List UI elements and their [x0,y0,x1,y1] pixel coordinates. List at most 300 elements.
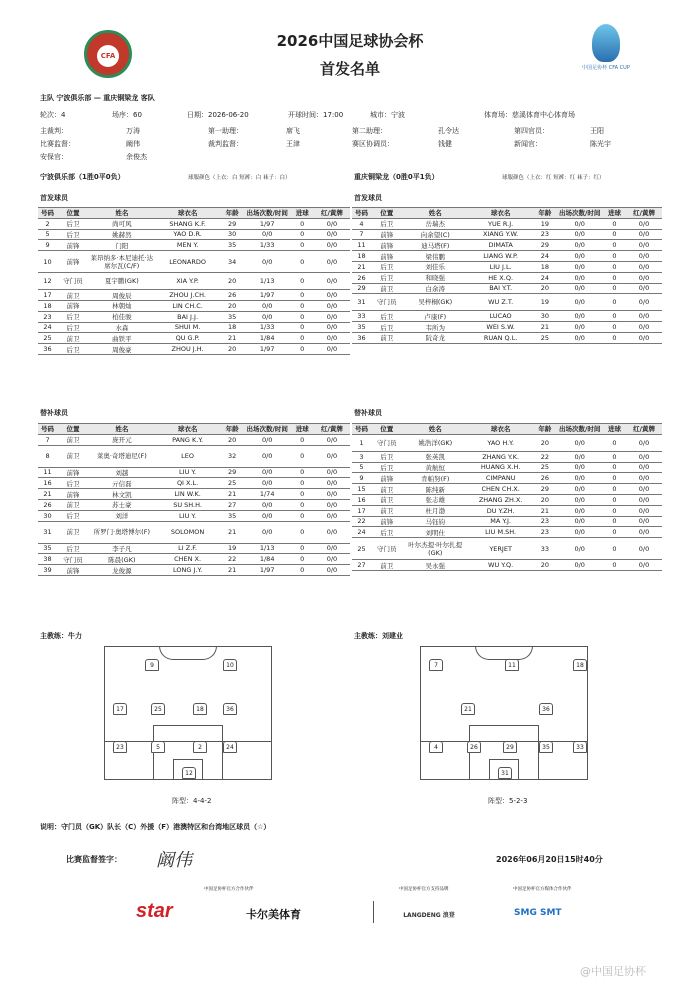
table-cell: 0 [291,344,314,355]
column-header: 红/黄牌 [626,424,662,435]
table-cell: 后卫 [371,527,403,538]
table-cell: 0 [603,240,626,251]
table-cell: 0 [291,445,314,467]
table-cell: 0 [291,521,314,543]
cup-logo-text: 中国足协杯 CFA CUP [582,65,630,71]
table-cell: 0 [603,311,626,322]
table-cell: 前锋 [371,229,403,240]
column-header: 位置 [371,424,403,435]
table-cell: 24 [352,527,371,538]
column-header: 红/黄牌 [314,424,350,435]
press: 陈光宇 [590,140,611,148]
table-cell: 0/0 [314,543,350,554]
table-row [352,560,662,571]
home-starters-label: 首发球员 [40,194,68,202]
table-cell: 35 [220,311,243,322]
table-cell: 7 [352,229,371,240]
table-cell: YERJET [468,538,533,560]
table-cell: 0/0 [626,473,662,484]
table-cell: 0/0 [557,527,603,538]
table-row [352,538,662,560]
table-cell: 0/0 [314,445,350,467]
table-cell: 1/84 [244,554,291,565]
table-cell: 0 [603,283,626,294]
table-cell: 0 [291,322,314,333]
table-cell: SOLOMON [155,521,221,543]
table-row [38,445,350,467]
table-cell: 34 [220,251,243,273]
table-cell: 23 [38,311,57,322]
table-row [38,467,350,478]
table-cell: 0/0 [557,494,603,505]
table-cell: 25 [220,478,243,489]
table-cell: 29 [220,218,243,229]
column-header: 号码 [352,208,371,219]
table-cell: 1/13 [244,273,291,290]
table-row [38,554,350,565]
table-row [38,251,350,273]
table-cell: 向余望(C) [403,229,468,240]
table-row [38,489,350,500]
column-header: 号码 [38,208,57,219]
table-cell: 15 [352,484,371,495]
column-header: 号码 [352,424,371,435]
player-shirt-icon: 33 [573,741,587,753]
round: 轮次：4 [40,111,66,119]
table-cell: 前卫 [57,445,89,467]
table-cell: 30 [38,510,57,521]
table-cell: 26 [220,290,243,301]
table-cell: 0/0 [244,251,291,273]
table-cell: 守门员 [371,294,403,311]
table-cell: 9 [38,240,57,251]
table-cell: 0/0 [314,510,350,521]
player-shirt-icon: 4 [429,741,443,753]
table-cell: 曲铁平 [89,333,155,344]
table-cell: 0/0 [244,467,291,478]
player-shirt-icon: 31 [498,767,512,779]
table-cell: 后卫 [371,218,403,229]
table-cell: WU Y.Q. [468,560,533,571]
table-cell: 后卫 [371,311,403,322]
table-cell: 35 [352,322,371,333]
table-cell: 后卫 [371,261,403,272]
table-cell: 卢康(F) [403,311,468,322]
table-cell: 17 [38,290,57,301]
column-header: 出场次数/时间 [244,424,291,435]
player-shirt-icon: 23 [113,741,127,753]
table-cell: 前锋 [371,240,403,251]
column-header: 姓名 [403,424,468,435]
table-cell: LIU Y. [155,467,221,478]
table-cell: 0/0 [244,510,291,521]
table-cell: 0 [291,229,314,240]
table-cell: 1/97 [244,344,291,355]
table-row [38,478,350,489]
table-cell: 20 [533,560,556,571]
away-coach: 主教练：刘建业 [354,632,403,640]
table-cell: 0/0 [314,311,350,322]
home-coach: 主教练：牛力 [40,632,82,640]
table-cell: 32 [220,445,243,467]
table-cell: 24 [533,251,556,262]
stadium: 体育场：慈溪体育中心体育场 [484,111,575,119]
table-row [352,451,662,462]
table-cell: 24 [38,322,57,333]
table-cell: SHANG K.F. [155,218,221,229]
table-cell: 梁伟鹏 [403,251,468,262]
table-cell: 16 [38,478,57,489]
table-cell: 0/0 [557,516,603,527]
table-cell: LONG J.Y. [155,565,221,576]
away-team-name: 重庆铜梁龙（0胜0平1负） [354,173,439,181]
table-cell: 30 [533,311,556,322]
table-cell: 岳瑞杰 [403,218,468,229]
column-header: 出场次数/时间 [557,424,603,435]
table-cell: 所罗门·奥塔博尔(F) [89,521,155,543]
table-cell: 莱奥·奇塔迪尼(F) [89,445,155,467]
table-cell: RUAN Q.L. [468,332,533,343]
table-cell: 前锋 [371,251,403,262]
column-header: 年龄 [220,208,243,219]
away-formation: 阵型：5-2-3 [488,797,528,805]
table-row [38,218,350,229]
table-cell: ZHOU J.H. [155,344,221,355]
home-team-name: 宁波俱乐部（1胜0平0负） [40,173,125,181]
table-cell: ZHANG ZH.X. [468,494,533,505]
table-cell: 0/0 [626,494,662,505]
column-header: 姓名 [403,208,468,219]
table-cell: 前锋 [57,489,89,500]
table-cell: 0/0 [557,283,603,294]
table-cell: 0/0 [314,229,350,240]
table-cell: SHUI M. [155,322,221,333]
table-cell: 姚浩洋(GK) [403,434,468,451]
table-cell: LIU J.L. [468,261,533,272]
player-shirt-icon: 36 [539,703,553,715]
table-cell: LIN CH.C. [155,300,221,311]
player-shirt-icon: 24 [223,741,237,753]
column-header: 进球 [291,208,314,219]
table-cell: 前卫 [57,290,89,301]
table-cell: 0/0 [557,473,603,484]
player-shirt-icon: 18 [193,703,207,715]
column-header: 号码 [38,424,57,435]
table-cell: 后卫 [57,322,89,333]
table-cell: 29 [533,484,556,495]
table-cell: 0/0 [626,505,662,516]
table-cell: 0/0 [314,322,350,333]
table-cell: 36 [352,332,371,343]
table-cell: 20 [220,300,243,311]
table-cell: 0 [291,300,314,311]
table-cell: 19 [220,543,243,554]
table-cell: 吴永强 [403,560,468,571]
table-cell: 35 [38,543,57,554]
table-cell: 0/0 [244,478,291,489]
table-cell: SU SH.H. [155,499,221,510]
security: 余俊杰 [126,153,147,161]
table-cell: 0/0 [626,527,662,538]
table-cell: MEN Y. [155,240,221,251]
table-cell: 25 [352,538,371,560]
table-cell: 和晓强 [403,272,468,283]
table-cell: BAI Y.T. [468,283,533,294]
table-cell: ZHANG Y.K. [468,451,533,462]
table-cell: 21 [220,565,243,576]
city: 城市：宁波 [370,111,405,119]
table-cell: LEONARDO [155,251,221,273]
column-header: 出场次数/时间 [557,208,603,219]
table-cell: 前锋 [371,516,403,527]
column-header: 红/黄牌 [626,208,662,219]
table-row [352,251,662,262]
table-cell: 0/0 [626,311,662,322]
table-cell: 0/0 [314,240,350,251]
table-cell: 刘洋 [89,510,155,521]
player-shirt-icon: 2 [193,741,207,753]
table-cell: 26 [533,473,556,484]
table-cell: LIU Y. [155,510,221,521]
away-starters-label: 首发球员 [354,194,382,202]
supervisor: 阚伟 [126,140,140,148]
table-cell: 0/0 [626,516,662,527]
table-row [352,494,662,505]
table-cell: 0/0 [626,283,662,294]
table-cell: CIMPANU [468,473,533,484]
table-cell: 19 [533,218,556,229]
sponsor-kelme-logo: 卡尔美体育 [246,908,301,921]
ar1-label: 第一助理： [208,127,243,135]
signature-timestamp: 2026年06月20日15时40分 [496,855,603,864]
home-subs-table [38,423,350,576]
table-cell: CHEN CH.X. [468,484,533,495]
table-cell: BAI J.J. [155,311,221,322]
table-cell: 0/0 [557,332,603,343]
column-header: 年龄 [533,424,556,435]
table-cell: 22 [533,451,556,462]
table-cell: 白余涛 [403,283,468,294]
table-cell: DIMATA [468,240,533,251]
table-cell: 0 [603,261,626,272]
table-cell: 0/0 [557,218,603,229]
sponsor-divider [373,901,374,923]
table-cell: WU Z.T. [468,294,533,311]
table-cell: 5 [352,462,371,473]
supervisor-signature: 阚伟 [156,850,192,871]
table-cell: 1/33 [244,240,291,251]
table-cell: 26 [352,272,371,283]
column-header: 进球 [603,208,626,219]
sponsor-smg-logo: SMG SMT [514,908,562,918]
table-cell: 0 [291,273,314,290]
table-cell: 21 [220,521,243,543]
table-cell: 2 [38,218,57,229]
ar2-label: 第二助理： [352,127,387,135]
table-cell: 1/97 [244,565,291,576]
table-cell: 后卫 [371,462,403,473]
table-cell: 0/0 [314,554,350,565]
table-cell: 前卫 [371,494,403,505]
table-cell: 25 [38,333,57,344]
table-cell: 后卫 [371,322,403,333]
signature-label: 比赛监督签字： [66,855,122,864]
table-row [38,565,350,576]
table-cell: 刘明仕 [403,527,468,538]
table-cell: 1/84 [244,333,291,344]
table-cell: HE X.Q. [468,272,533,283]
table-cell: 0 [291,478,314,489]
table-cell: 25 [533,462,556,473]
table-row [352,218,662,229]
table-cell: 后卫 [371,272,403,283]
table-cell: 前卫 [57,333,89,344]
table-cell: 0/0 [626,251,662,262]
table-cell: 0/0 [314,300,350,311]
table-cell: 0/0 [557,272,603,283]
table-cell: 39 [38,565,57,576]
table-row [352,229,662,240]
page-subtitle: 首发名单 [319,60,380,78]
table-cell: 29 [352,283,371,294]
table-cell: 0 [603,473,626,484]
table-cell: 36 [38,344,57,355]
table-row [38,499,350,510]
table-cell: 韦所为 [403,322,468,333]
table-cell: LIANG W.P. [468,251,533,262]
home-subs-label: 替补球员 [40,409,68,417]
table-cell: 35 [220,510,243,521]
table-cell: 18 [352,251,371,262]
table-cell: 0/0 [314,478,350,489]
away-starters-table [352,207,662,344]
table-cell: 20 [220,434,243,445]
table-cell: 后卫 [57,510,89,521]
table-cell: 尚可风 [89,218,155,229]
table-row [38,273,350,290]
table-row [38,311,350,322]
table-cell: 李子凡 [89,543,155,554]
table-cell: 10 [38,251,57,273]
table-cell: 刘佳乐 [403,261,468,272]
player-shirt-icon: 25 [151,703,165,715]
table-cell: 0/0 [626,322,662,333]
column-header: 球衣名 [468,424,533,435]
table-cell: 前锋 [57,565,89,576]
table-cell: 0/0 [314,521,350,543]
table-cell: 张英凯 [403,451,468,462]
table-cell: 12 [38,273,57,290]
table-cell: 0/0 [314,434,350,445]
table-cell: 18 [533,261,556,272]
table-cell: 0 [603,494,626,505]
table-row [352,322,662,333]
column-header: 球衣名 [155,208,221,219]
kickoff: 开球时间：17:00 [288,111,344,119]
table-cell: 0/0 [557,505,603,516]
table-row [38,300,350,311]
table-cell: 0 [603,560,626,571]
table-cell: 亓信磊 [89,478,155,489]
table-cell: 8 [38,445,57,467]
table-cell: 陈纯新 [403,484,468,495]
table-cell: 0/0 [557,560,603,571]
table-cell: 0 [603,505,626,516]
fourth: 王阳 [590,127,604,135]
table-cell: 21 [352,261,371,272]
table-cell: 9 [352,473,371,484]
table-cell: 前锋 [371,473,403,484]
table-cell: 张志雄 [403,494,468,505]
table-cell: ZHOU J.CH. [155,290,221,301]
table-cell: 31 [38,521,57,543]
table-cell: 0 [291,251,314,273]
table-cell: 后卫 [57,311,89,322]
table-cell: 0/0 [314,290,350,301]
table-cell: 0 [603,332,626,343]
table-cell: 0 [291,434,314,445]
table-row [352,283,662,294]
table-cell: 21 [220,333,243,344]
table-cell: 0 [603,251,626,262]
table-cell: 后卫 [57,218,89,229]
column-header: 球衣名 [468,208,533,219]
table-cell: 陈晨(GK) [89,554,155,565]
table-row [38,290,350,301]
table-cell: 1/74 [244,489,291,500]
table-cell: 0/0 [626,261,662,272]
table-cell: 0/0 [626,560,662,571]
table-cell: 叶尔杰提·叶尔扎提(GK) [403,538,468,560]
table-cell: 0/0 [557,311,603,322]
table-cell: 庞开元 [89,434,155,445]
column-header: 进球 [603,424,626,435]
player-shirt-icon: 10 [223,659,237,671]
player-shirt-icon: 35 [539,741,553,753]
player-shirt-icon: 11 [505,659,519,671]
table-cell: 0/0 [314,499,350,510]
table-cell: 0/0 [626,294,662,311]
table-cell: 后卫 [57,543,89,554]
table-row [352,484,662,495]
table-cell: 23 [533,516,556,527]
table-cell: 3 [352,451,371,462]
table-row [38,510,350,521]
table-cell: 前卫 [57,499,89,510]
table-cell: 前锋 [57,240,89,251]
table-cell: 18 [38,300,57,311]
player-shirt-icon: 5 [151,741,165,753]
table-cell: 0 [603,451,626,462]
referee: 万涛 [126,127,140,135]
table-row [352,311,662,322]
table-cell: 0 [603,294,626,311]
table-cell: 0 [291,290,314,301]
table-row [352,332,662,343]
teams-line: 主队 宁波俱乐部 — 重庆铜梁龙 客队 [40,94,155,102]
column-header: 位置 [57,208,89,219]
ar1: 席飞 [286,127,300,135]
player-shirt-icon: 29 [503,741,517,753]
press-label: 新闻官： [514,140,542,148]
table-cell: 0 [291,240,314,251]
table-cell: HUANG X.H. [468,462,533,473]
table-cell: 1/33 [244,322,291,333]
table-cell: 17 [352,505,371,516]
table-cell: 莱昂纳多·本尼迪托·达席尔瓦(C/F) [89,251,155,273]
column-header: 红/黄牌 [314,208,350,219]
table-row [38,240,350,251]
